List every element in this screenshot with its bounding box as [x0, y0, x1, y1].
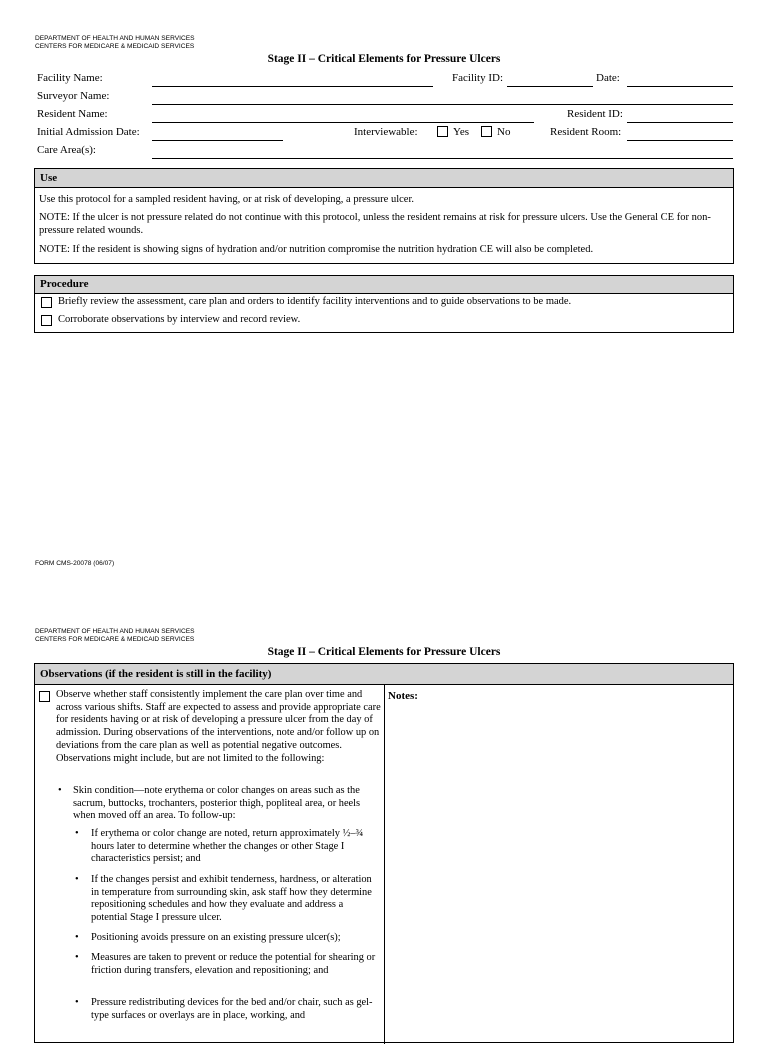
- surveyor-name-field[interactable]: [152, 104, 733, 105]
- form-title: Stage II – Critical Elements for Pressure Ulcers: [267, 53, 501, 65]
- date-label: Date:: [596, 72, 620, 84]
- facility-name-label: Facility Name:: [37, 72, 103, 84]
- interviewable-no-checkbox[interactable]: [481, 126, 492, 137]
- observation-bullet: Skin condition—note erythema or color changes on areas such as the sacrum, buttocks, trochanters, posterior thigh, popliteal area, or heels when moved off an area. To follow-up:: [73, 785, 361, 822]
- surveyor-name-label: Surveyor Name:: [37, 90, 110, 102]
- procedure-checkbox[interactable]: [41, 315, 52, 326]
- initial-admission-date-label: Initial Admission Date:: [37, 126, 140, 138]
- facility-id-label: Facility ID:: [452, 72, 504, 84]
- observation-sub-bullet: Positioning avoids pressure on an existing pressure ulcer(s);: [91, 932, 341, 943]
- resident-room-label: Resident Room:: [550, 126, 622, 138]
- agency-header: [35, 35, 195, 51]
- use-line: Use this protocol for a sampled resident having, or at risk of developing, a pressure ulcer.: [39, 194, 414, 205]
- observations-heading: Observations (if the resident is still in the facility): [35, 664, 733, 685]
- resident-name-field[interactable]: [152, 122, 534, 123]
- agency-line: DEPARTMENT OF HEALTH AND HUMAN SERVICES: [35, 628, 195, 635]
- resident-room-field[interactable]: [627, 140, 733, 141]
- form-title: Stage II – Critical Elements for Pressure Ulcers: [267, 646, 501, 658]
- observation-sub-bullet: Measures are taken to prevent or reduce the potential for shearing or friction during transfers, elevation and repositioning; and: [91, 952, 376, 976]
- interviewable-yes-checkbox[interactable]: [437, 126, 448, 137]
- form-number: FORM CMS-20078 (06/07): [35, 560, 115, 567]
- bullet-icon: •: [75, 828, 79, 839]
- care-areas-field[interactable]: [152, 158, 733, 159]
- bullet-icon: •: [75, 997, 79, 1008]
- facility-id-field[interactable]: [507, 86, 593, 87]
- notes-label: Notes:: [388, 690, 418, 702]
- bullet-icon: •: [75, 874, 79, 885]
- observation-sub-bullet: Pressure redistributing devices for the bed and/or chair, such as gel-type surfaces or overlays are in place, working, and: [91, 997, 373, 1021]
- bullet-icon: •: [75, 932, 79, 943]
- use-note: NOTE: If the resident is showing signs of hydration and/or nutrition compromise the nutrition hydration CE will also be completed.: [39, 244, 594, 255]
- bullet-icon: •: [58, 785, 62, 796]
- resident-id-label: Resident ID:: [567, 108, 623, 120]
- observation-checkbox[interactable]: [39, 691, 50, 702]
- agency-line: DEPARTMENT OF HEALTH AND HUMAN SERVICES: [35, 35, 195, 42]
- observation-sub-bullet: If the changes persist and exhibit tenderness, hardness, or alteration in temperature from surrounding skin, ask staff how they determine repositioning schedules and how they evaluate and address a potential Stage I pressure ulcer.: [91, 874, 372, 924]
- bullet-icon: •: [75, 952, 79, 963]
- agency-line: CENTERS FOR MEDICARE & MEDICAID SERVICES: [35, 636, 195, 643]
- procedure-item: Briefly review the assessment, care plan and orders to identify facility interventions and to guide observations to be made.: [58, 296, 572, 307]
- resident-id-field[interactable]: [627, 122, 733, 123]
- interviewable-yes-label: Yes: [453, 126, 470, 138]
- procedure-checkbox[interactable]: [41, 297, 52, 308]
- procedure-heading: Procedure: [35, 276, 733, 294]
- agency-header: [35, 628, 195, 644]
- resident-name-label: Resident Name:: [37, 108, 108, 120]
- observation-sub-bullet: If erythema or color change are noted, return approximately ½–¾ hours later to determine whether the changes or other Stage I characteristics persist; and: [91, 828, 364, 865]
- interviewable-no-label: No: [497, 126, 511, 138]
- date-field[interactable]: [627, 86, 733, 87]
- agency-line: CENTERS FOR MEDICARE & MEDICAID SERVICES: [35, 43, 195, 50]
- initial-admission-date-field[interactable]: [152, 140, 283, 141]
- column-divider: [384, 684, 385, 1044]
- procedure-item: Corroborate observations by interview and record review.: [58, 314, 301, 325]
- use-heading: Use: [35, 169, 733, 188]
- care-areas-label: Care Area(s):: [37, 144, 96, 156]
- observation-intro: Observe whether staff consistently implement the care plan over time and across various shifts. Staff are expected to assess and provide appropriate care for residents having or at risk of developing a pressure ulcer from the day of admission. During observations of the interventions, note and/or follow up on deviations from the care plan as well as potential negative outcomes. Observations might include, but are not limited to the following:: [56, 689, 381, 764]
- notes-area[interactable]: [386, 705, 732, 1023]
- interviewable-label: Interviewable:: [354, 126, 418, 138]
- use-note: NOTE: If the ulcer is not pressure related do not continue with this protocol, unless the resident remains at risk for pressure ulcers. Use the General CE for non-pressure related wounds.: [39, 212, 711, 236]
- facility-name-field[interactable]: [152, 86, 433, 87]
